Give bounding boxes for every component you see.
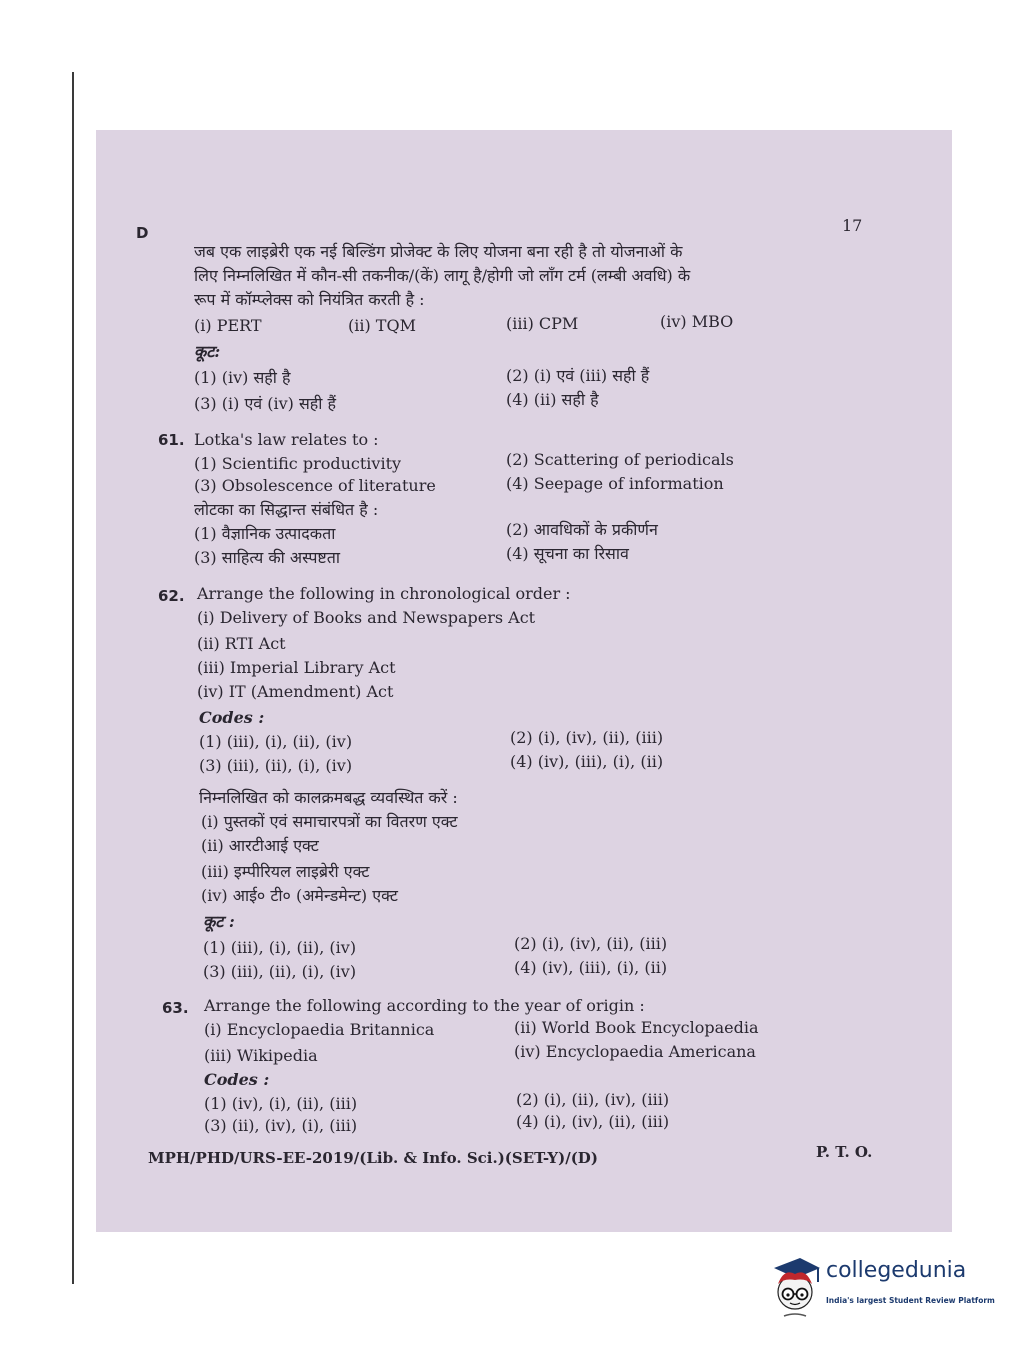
q62-hindi-item-iv: (iv) आई० टी० (अमेन्डमेन्ट) एक्ट [201,886,398,905]
q63-code-4: (4) (i), (iv), (ii), (iii) [516,1112,670,1131]
logo-brand-name: collegedunia [826,1258,967,1283]
q60-option-iii: (iii) CPM [506,314,579,333]
q62-item-iv: (iv) IT (Amendment) Act [197,682,394,701]
q60-option-i: (i) PERT [194,316,262,335]
q61-hindi-stem: लोटका का सिद्धान्त संबंधित है : [194,500,379,519]
q62-codes-label: Codes : [199,708,265,727]
q60-code-2: (2) (i) एवं (iii) सही हैं [506,366,650,385]
logo-tagline: India's largest Student Review Platform [826,1296,995,1305]
q62-hindi-code-2: (2) (i), (iv), (ii), (iii) [514,934,668,953]
pto-label: P. T. O. [816,1143,873,1161]
paper-code: MPH/PHD/URS-EE-2019/(Lib. & Info. Sci.)(SET-Y)/(D) [148,1149,598,1167]
q63-number: 63. [162,999,189,1017]
scan-edge-line [72,72,74,1284]
q62-code-2: (2) (i), (iv), (ii), (iii) [510,728,664,747]
q62-hindi-item-iii: (iii) इम्पीरियल लाइब्रेरी एक्ट [201,862,370,881]
q62-hindi-code-3: (3) (iii), (ii), (i), (iv) [203,962,357,981]
q63-item-iv: (iv) Encyclopaedia Americana [514,1042,756,1061]
q62-item-iii: (iii) Imperial Library Act [197,658,396,677]
q61-hindi-option-1: (1) वैज्ञानिक उत्पादकता [194,524,336,543]
q63-stem: Arrange the following according to the year of origin : [204,996,645,1015]
q61-hindi-option-2: (2) आवधिकों के प्रकीर्णन [506,520,658,539]
q62-hindi-codes-label: कूट : [203,912,235,931]
q60-hindi-line1: जब एक लाइब्रेरी एक नई बिल्डिंग प्रोजेक्ट के लिए योजना बना रही है तो योजनाओं के [194,242,683,261]
q62-code-1: (1) (iii), (i), (ii), (iv) [199,732,353,751]
page-number: 17 [842,216,863,235]
q60-code-3: (3) (i) एवं (iv) सही हैं [194,394,337,413]
q60-code-1: (1) (iv) सही है [194,368,291,387]
set-letter: D [136,224,149,242]
q61-option-1: (1) Scientific productivity [194,454,402,473]
q63-item-iii: (iii) Wikipedia [204,1046,318,1065]
q62-item-i: (i) Delivery of Books and Newspapers Act [197,608,536,627]
q61-stem: Lotka's law relates to : [194,430,379,449]
mascot-icon [766,1250,824,1330]
q60-hindi-line3: रूप में कॉम्प्लेक्स को नियंत्रित करती है : [194,290,425,309]
q63-code-2: (2) (i), (ii), (iv), (iii) [516,1090,670,1109]
q60-code-4: (4) (ii) सही है [506,390,599,409]
q61-hindi-option-3: (3) साहित्य की अस्पष्टता [194,548,341,567]
q62-item-ii: (ii) RTI Act [197,634,286,653]
q62-number: 62. [158,587,185,605]
q60-codes-label: कूट: [194,342,221,361]
q62-hindi-item-ii: (ii) आरटीआई एक्ट [201,836,319,855]
q62-code-4: (4) (iv), (iii), (i), (ii) [510,752,664,771]
q62-hindi-code-1: (1) (iii), (i), (ii), (iv) [203,938,357,957]
q62-hindi-code-4: (4) (iv), (iii), (i), (ii) [514,958,668,977]
q61-option-4: (4) Seepage of information [506,474,724,493]
q60-hindi-line2: लिए निम्नलिखित में कौन-सी तकनीक/(कें) लागू है/होगी जो लाँग टर्म (लम्बी अवधि) के [194,266,691,285]
q62-code-3: (3) (iii), (ii), (i), (iv) [199,756,353,775]
q60-option-ii: (ii) TQM [348,316,416,335]
q61-option-3: (3) Obsolescence of literature [194,476,436,495]
q61-option-2: (2) Scattering of periodicals [506,450,734,469]
q62-hindi-item-i: (i) पुस्तकों एवं समाचारपत्रों का वितरण एक्ट [201,812,458,831]
q63-code-3: (3) (ii), (iv), (i), (iii) [204,1116,358,1135]
q61-hindi-option-4: (4) सूचना का रिसाव [506,544,629,563]
q62-stem: Arrange the following in chronological order : [197,584,571,603]
collegedunia-logo [766,1250,1006,1330]
q63-item-ii: (ii) World Book Encyclopaedia [514,1018,759,1037]
question-paper-page [96,130,952,1232]
q63-code-1: (1) (iv), (i), (ii), (iii) [204,1094,358,1113]
q61-number: 61. [158,431,185,449]
q62-hindi-stem: निम्नलिखित को कालक्रमबद्ध व्यवस्थित करें : [199,788,458,807]
q60-option-iv: (iv) MBO [660,312,734,331]
q63-item-i: (i) Encyclopaedia Britannica [204,1020,435,1039]
q63-codes-label: Codes : [204,1070,270,1089]
